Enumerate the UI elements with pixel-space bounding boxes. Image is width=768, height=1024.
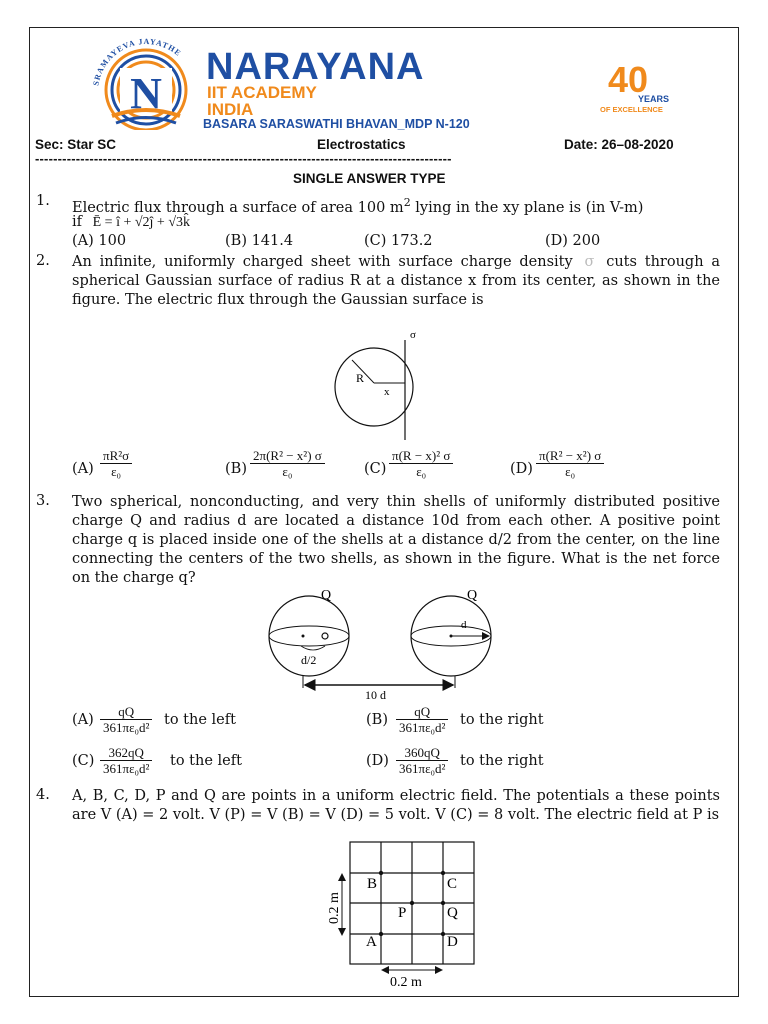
point-charge-q <box>322 633 328 639</box>
q3-number: 3. <box>36 493 50 509</box>
q2-b-numerator: 2π(R² − x²) σ <box>250 448 325 464</box>
badge-number: 40 <box>608 59 649 100</box>
point-A-label: A <box>366 934 377 950</box>
q2-c-denominator: ε₀ <box>416 464 427 479</box>
q2-option-c-fraction <box>389 448 453 479</box>
q3-text: Two spherical, nonconducting, and very thin shells of uniformly distributed positive charge Q and radius d are located a distance 10d from each other. A positive point charge q is placed inside one of the shells at a distance d/2 from the center, on the line connecting the centers of the two shells, as shown in the figure. What is the net force on the charge q? <box>72 494 720 586</box>
badge-years: YEARS <box>638 94 670 104</box>
q3-a-numerator: qQ <box>100 704 152 720</box>
q3-b-denominator: 361πε₀d² <box>399 720 446 735</box>
bhavan-label: BASARA SARASWATHI BHAVAN_MDP N-120 <box>203 117 470 131</box>
q3-option-a-label: (A) <box>72 712 94 728</box>
section-title: SINGLE ANSWER TYPE <box>293 171 446 186</box>
sigma-label: σ <box>410 329 416 341</box>
bottom-dimension-label: 0.2 m <box>390 975 422 990</box>
q3-option-b-label: (B) <box>366 712 388 728</box>
q4-text: A, B, C, D, P and Q are points in a uniform electric field. The potentials a these points are V (A) = 2 volt. V (P) = V (B) = V (D) = 5 volt. V (C) = 8 volt. The electric field at P is <box>72 788 720 823</box>
q1-option-c: (C) 173.2 <box>364 233 433 249</box>
x-label: x <box>384 386 390 398</box>
q1-condition <box>72 213 190 232</box>
q3-c-denominator: 361πε₀d² <box>103 761 150 776</box>
q2-option-d-fraction <box>536 448 604 479</box>
q2-text <box>72 253 720 310</box>
side-dimension-label: 0.2 m <box>327 892 342 924</box>
subject-label: Electrostatics <box>317 137 406 152</box>
q2-text-a: An infinite, uniformly charged sheet with surface charge density <box>72 254 573 270</box>
q2-option-a-label: (A) <box>72 461 94 477</box>
q1-option-b: (B) 141.4 <box>225 233 294 249</box>
q3-option-c-fraction <box>100 745 152 776</box>
q2-d-numerator: π(R² − x²) σ <box>536 448 604 464</box>
q3-d-numerator: 360qQ <box>396 745 448 761</box>
forty-years-badge <box>598 59 678 122</box>
section-label: Sec: Star SC <box>35 137 117 152</box>
svg-text:N: N <box>130 69 162 118</box>
q1-option-a: (A) 100 <box>72 233 127 249</box>
q2-gaussian-figure <box>330 322 440 442</box>
q3-option-d-suffix: to the right <box>460 753 544 769</box>
left-shell-equator <box>269 626 349 646</box>
radius-label: R <box>356 371 365 385</box>
q3-two-shells-figure <box>255 584 515 699</box>
q2-sigma-symbol: σ <box>584 254 595 270</box>
q3-d-label: d <box>461 619 467 631</box>
date-label: Date: 26–08-2020 <box>564 137 674 152</box>
q3-option-d-label: (D) <box>366 753 389 769</box>
point-D-label: D <box>447 934 458 950</box>
point-P-label: P <box>398 905 407 921</box>
q3-option-c-suffix: to the left <box>170 753 242 769</box>
q2-a-numerator: πR²σ <box>100 448 132 464</box>
point-B-label: B <box>367 876 378 892</box>
brand-sub-academy: IIT ACADEMY <box>207 83 317 102</box>
svg-text:SRAMAYEVA JAYATHE: SRAMAYEVA JAYATHE <box>91 36 184 87</box>
q3-option-a-suffix: to the left <box>164 712 236 728</box>
q1-sup: 2 <box>403 196 411 209</box>
q3-option-c-label: (C) <box>72 753 95 769</box>
q3-right-q-label: Q <box>467 588 478 603</box>
left-center-dot <box>302 635 305 638</box>
gaussian-sphere <box>335 348 413 426</box>
q2-text-b: cuts through a spherical Gaussian surface of radius R at a distance x from its center, as shown in the figure. The electric flux through the Gaussian surface is <box>72 254 721 308</box>
brand-sub-india: INDIA <box>207 100 254 119</box>
q3-option-d-fraction <box>396 745 448 776</box>
narayana-seal-logo <box>86 30 206 130</box>
q1-text-b: lying in the xy plane is (in V-m) <box>410 199 644 216</box>
q3-left-q-label: Q <box>321 588 332 603</box>
q3-option-b-fraction <box>396 704 448 735</box>
q3-option-b-suffix: to the right <box>460 712 544 728</box>
q2-option-a-fraction <box>100 448 132 479</box>
q1-number: 1. <box>36 193 50 209</box>
q1-option-d: (D) 200 <box>545 233 601 249</box>
q3-d-denominator: 361πε₀d² <box>399 761 446 776</box>
q2-b-denominator: ε₀ <box>282 464 293 479</box>
badge-excellence: OF EXCELLENCE <box>600 105 663 114</box>
brand-name: NARAYANA <box>206 46 425 88</box>
q3-dhalf-label: d/2 <box>301 653 317 667</box>
q3-option-a-fraction <box>100 704 152 735</box>
q2-option-b-label: (B) <box>225 461 247 477</box>
q4-grid-figure <box>318 838 488 990</box>
q1-if: if <box>72 214 83 230</box>
q2-number: 2. <box>36 253 50 269</box>
dash-divider: -------------------------------------------------------------------------------------------- <box>35 151 452 166</box>
q2-c-numerator: π(R − x)² σ <box>389 448 453 464</box>
q2-option-c-label: (C) <box>364 461 387 477</box>
q2-option-d-label: (D) <box>510 461 533 477</box>
q3-c-numerator: 362qQ <box>100 745 152 761</box>
q3-a-denominator: 361πε₀d² <box>103 720 150 735</box>
q1-field-expression: Ē = î + √2ĵ + √3k̂ <box>92 215 191 230</box>
q3-distance-label: 10 d <box>365 688 386 699</box>
point-Q-label: Q <box>447 905 458 921</box>
q2-d-denominator: ε₀ <box>565 464 576 479</box>
q2-option-b-fraction <box>250 448 325 479</box>
q3-b-numerator: qQ <box>396 704 448 720</box>
q4-number: 4. <box>36 787 50 803</box>
q2-a-denominator: ε₀ <box>111 464 122 479</box>
q1-text-a: Electric flux through a surface of area 100 m <box>72 199 404 216</box>
point-C-label: C <box>447 876 458 892</box>
